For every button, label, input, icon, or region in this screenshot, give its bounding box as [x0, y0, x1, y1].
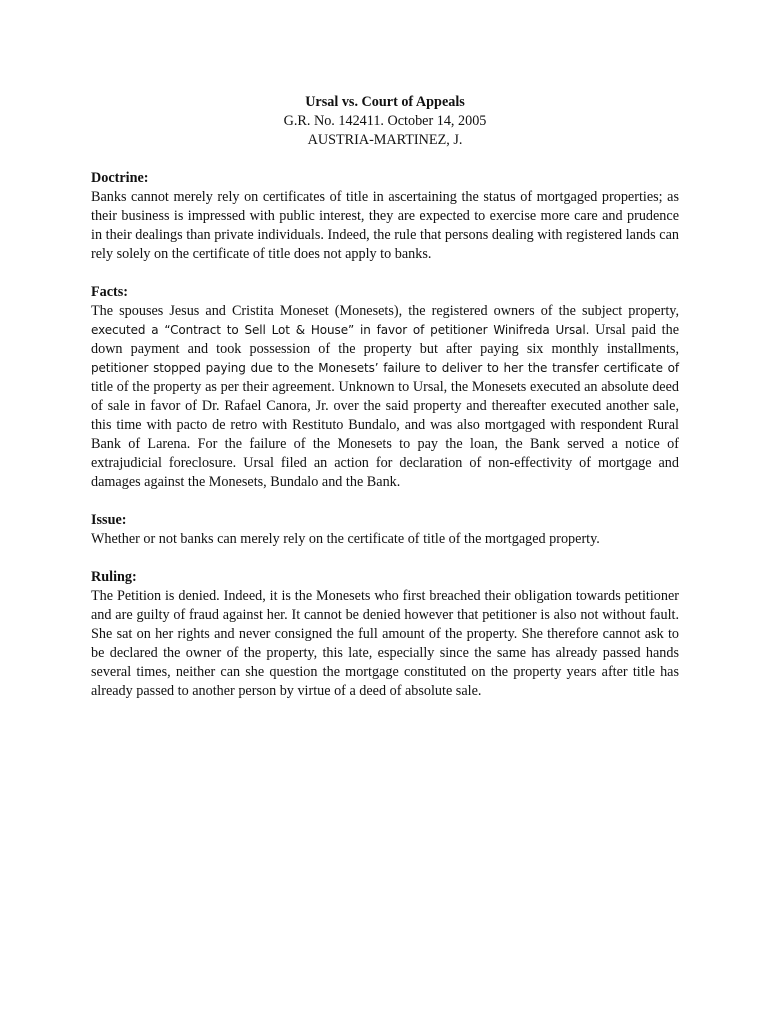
facts-text-part-2: executed a “Contract to Sell Lot & House” in favor of petitioner Winifreda Ursal. — [91, 323, 590, 337]
issue-heading: Issue: — [91, 512, 127, 528]
case-citation: G.R. No. 142411. October 14, 2005 — [283, 113, 487, 129]
document-page — [91, 93, 679, 720]
facts-text-part-1: The spouses Jesus and Cristita Moneset (Monesets), the registered owners of the subject property, — [91, 303, 679, 319]
facts-text — [91, 302, 679, 492]
facts-text-part-4: petitioner stopped paying due to the Monesets’ failure to deliver to her the transfer certificate of — [91, 361, 679, 375]
ruling-heading: Ruling: — [91, 569, 137, 585]
issue-text: Whether or not banks can merely rely on the certificate of title of the mortgaged property. — [91, 531, 600, 547]
issue-section — [91, 511, 679, 549]
case-header — [91, 93, 679, 150]
facts-section — [91, 283, 679, 492]
doctrine-section — [91, 169, 679, 264]
ruling-text: The Petition is denied. Indeed, it is the Monesets who first breached their obligation towards petitioner and are guilty of fraud against her. It cannot be denied however that petitioner is also not without fault. She sat on her rights and never consigned the full amount of the property. She therefore cannot ask to be declared the owner of the property, this late, especially since the same has already passed hands several times, neither can she question the mortgage constituted on the property years after title has already passed to another person by virtue of a deed of absolute sale. — [91, 588, 679, 699]
facts-text-part-3: Ursal paid the down payment and took possession of the property but after paying six monthly installments, — [91, 322, 679, 357]
case-ponente: AUSTRIA-MARTINEZ, J. — [307, 132, 463, 148]
facts-text-part-5: title of the property as per their agreement. Unknown to Ursal, the Monesets executed an absolute deed of sale in favor of Dr. Rafael Canora, Jr. over the said property and thereafter executed another sale, this time with pacto de retro with Restituto Bundalo, and was also mortgaged with respondent Rural Bank of Larena. For the failure of the Monesets to pay the loan, the Bank served a notice of extrajudicial foreclosure. Ursal filed an action for declaration of non-effectivity of mortgage and damages against the Monesets, Bundalo and the Bank. — [91, 379, 679, 490]
doctrine-text: Banks cannot merely rely on certificates of title in ascertaining the status of mortgaged properties; as their business is impressed with public interest, they are expected to exercise more care and prudence in their dealings than private individuals. Indeed, the rule that persons dealing with registered lands can rely solely on the certificate of title does not apply to banks. — [91, 189, 679, 262]
ruling-section — [91, 568, 679, 701]
facts-heading: Facts: — [91, 284, 129, 300]
doctrine-heading: Doctrine: — [91, 170, 149, 186]
case-title: Ursal vs. Court of Appeals — [305, 94, 465, 110]
